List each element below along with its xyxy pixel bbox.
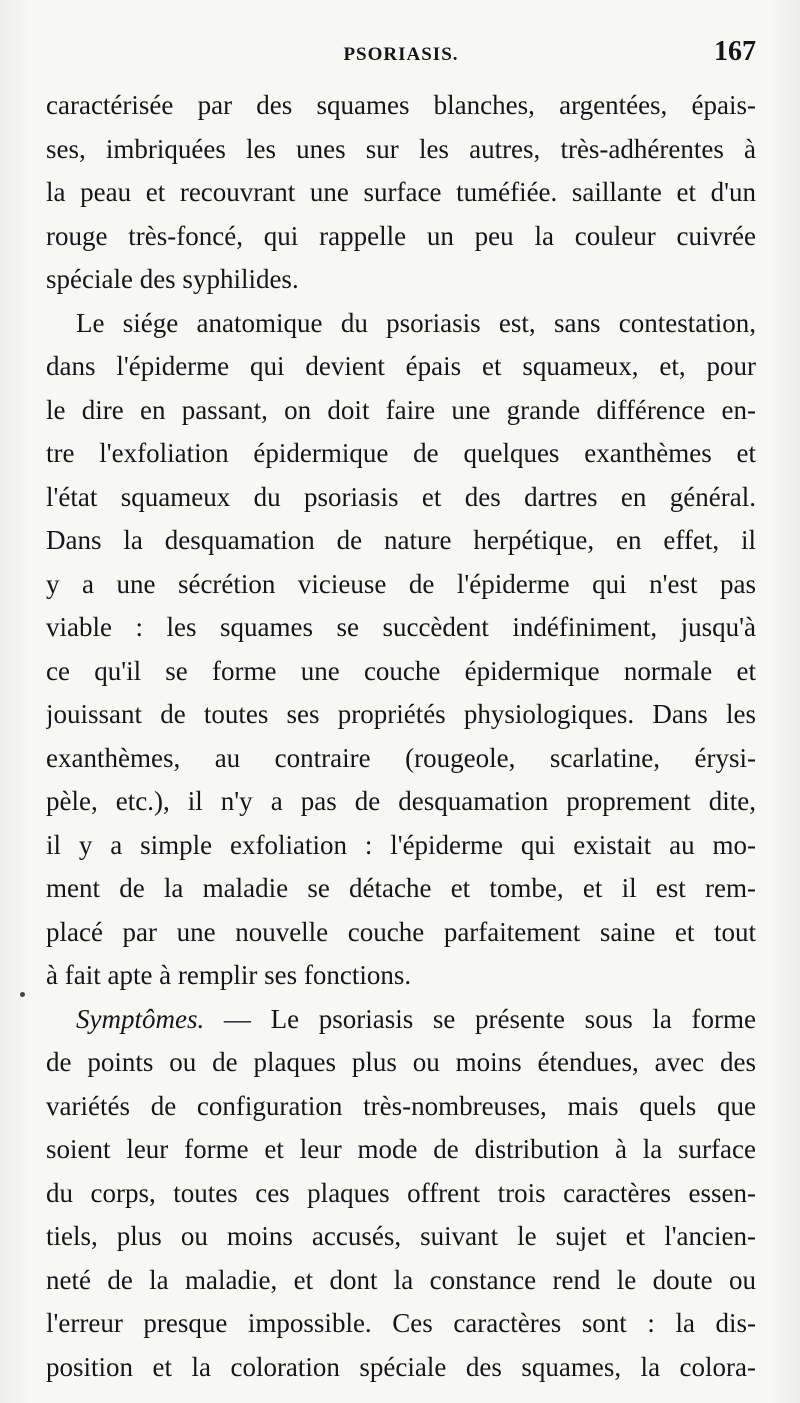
text-line: y a une sécrétion vicieuse de l'épiderme qui n'est pas [46, 568, 756, 599]
text-line: à fait apte à remplir ses fonctions. [46, 960, 412, 990]
text-line: placé par une nouvelle couche parfaitement saine et tout [46, 916, 756, 947]
text-line: Le siége anatomique du psoriasis est, sans contestation, [76, 307, 756, 338]
text-line: caractérisée par des squames blanches, argentées, épais- [46, 90, 756, 120]
page-number: 167 [714, 36, 756, 67]
text-line: l'erreur presque impossible. Ces caractères sont : la dis- [46, 1308, 756, 1338]
text-line: neté de la maladie, et dont la constance rend le doute ou [46, 1264, 756, 1295]
section-heading: Symptômes. [76, 1003, 205, 1034]
text-line: tiels, plus ou moins accusés, suivant le sujet et l'ancien- [46, 1221, 756, 1251]
text-line: dans l'épiderme qui devient épais et squameux, et, pour [46, 351, 756, 381]
text-line: l'état squameux du psoriasis et des dartres en général. [46, 481, 756, 512]
text-line: pèle, etc.), il n'y a pas de desquamation proprement dite, [46, 786, 756, 816]
text-line: viable : les squames se succèdent indéfiniment, jusqu'à [46, 612, 756, 642]
text-line: ce qu'il se forme une couche épidermique normale et [46, 655, 756, 686]
text-line: il y a simple exfoliation : l'épiderme qui existait au mo- [46, 829, 756, 860]
text-line: tre l'exfoliation épidermique de quelques exanthèmes et [46, 438, 756, 468]
text-line: du corps, toutes ces plaques offrent trois caractères essen- [46, 1177, 756, 1208]
text-line: ses, imbriquées les unes sur les autres, très-adhérentes à [46, 133, 756, 164]
text-line: position et la coloration spéciale des squames, la colora- [46, 1351, 756, 1382]
text-line: Dans la desquamation de nature herpétique, en effet, il [46, 525, 756, 555]
running-title: PSORIASIS. [343, 44, 459, 65]
text-line: exanthèmes, au contraire (rougeole, scarlatine, érysi- [46, 742, 756, 773]
text-line: soient leur forme et leur mode de distribution à la surface [46, 1134, 756, 1164]
text-line: de points ou de plaques plus ou moins étendues, avec des [46, 1047, 756, 1077]
body-text [46, 84, 756, 1389]
text-line: le dire en passant, on doit faire une grande différence en- [46, 394, 756, 425]
text-line: ment de la maladie se détache et tombe, et il est rem- [46, 873, 756, 903]
text-line: jouissant de toutes ses propriétés physiologiques. Dans les [46, 699, 756, 729]
page-header [46, 32, 756, 76]
text-line: la peau et recouvrant une surface tuméfiée. saillante et d'un [46, 177, 756, 207]
text-line: spéciale des syphilides. [46, 264, 299, 294]
text-line [46, 998, 756, 1042]
text-line: variétés de configuration très-nombreuses, mais quels que [46, 1090, 756, 1121]
scan-speck [20, 992, 25, 997]
text-line: rouge très-foncé, qui rappelle un peu la couleur cuivrée [46, 220, 756, 251]
text-segment: — Le psoriasis se présente sous la forme [204, 1003, 756, 1034]
